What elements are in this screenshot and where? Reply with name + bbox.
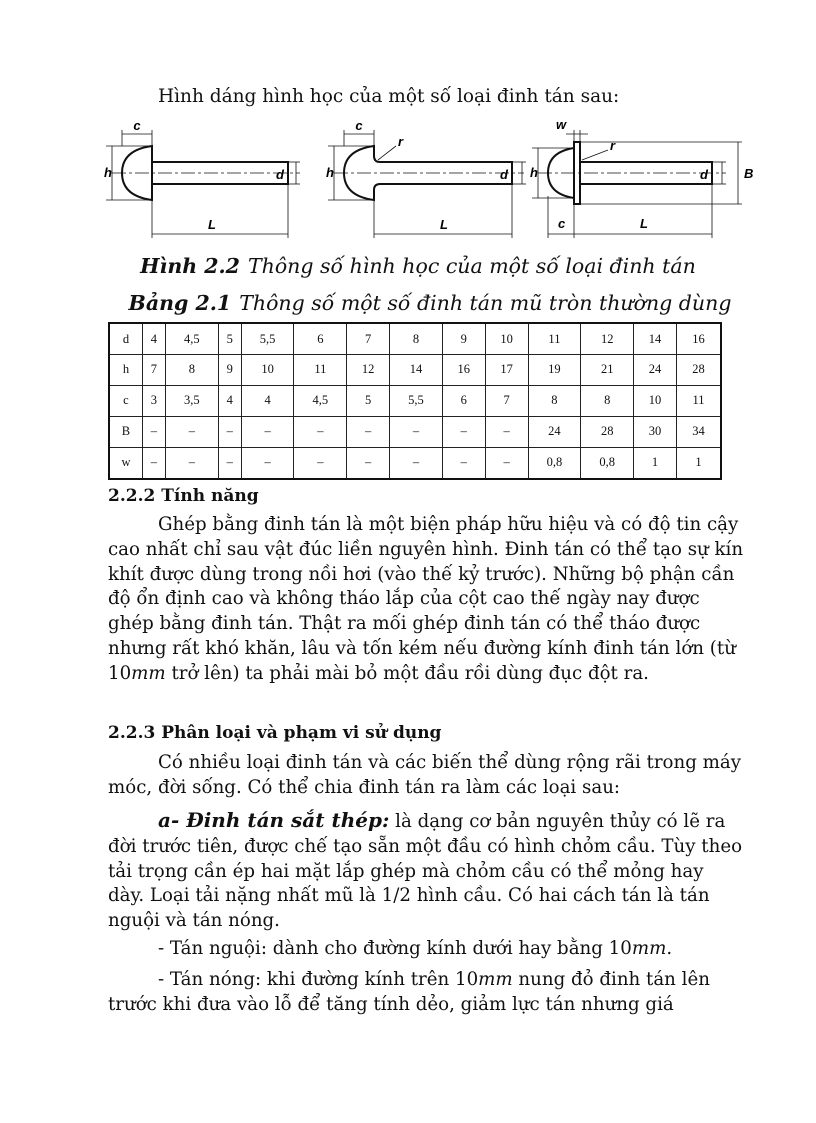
section-heading-2-2-3: 2.2.3 Phân loại và phạm vi sử dụng — [108, 723, 442, 743]
table-row — [109, 385, 721, 416]
table-cell: 9 — [442, 323, 485, 355]
table-cell: – — [485, 416, 528, 447]
paragraph-tan-nguoi: - Tán nguội: dành cho đường kính dưới hay bằng 10mm. — [158, 938, 673, 959]
table-cell: 16 — [676, 323, 721, 355]
table-cell: 4,5 — [165, 323, 218, 355]
intro-text: Hình dáng hình học của một số loại đinh tán sau: — [158, 86, 620, 107]
table-cell: – — [390, 447, 443, 479]
table-cell: 5,5 — [390, 385, 443, 416]
table-row — [109, 416, 721, 447]
label-L: L — [208, 217, 216, 232]
section-heading-2-2-2: 2.2.2 Tính năng — [108, 486, 259, 506]
label-c: c — [133, 118, 141, 133]
table-cell: 30 — [634, 416, 677, 447]
table-cell: 12 — [581, 323, 634, 355]
table-cell: 16 — [442, 355, 485, 386]
label-d: d — [700, 167, 708, 182]
table-cell: 21 — [581, 355, 634, 386]
table-cell: 10 — [485, 323, 528, 355]
label-h: h — [104, 165, 112, 180]
table-cell: – — [218, 447, 241, 479]
table-cell: 6 — [442, 385, 485, 416]
table-row — [109, 323, 721, 355]
table-caption — [22, 291, 816, 315]
label-c: c — [355, 118, 363, 133]
table-cell: – — [218, 416, 241, 447]
table-row-header-cell: B — [109, 416, 142, 447]
label-B: B — [744, 166, 754, 181]
table-cell: 28 — [581, 416, 634, 447]
table-cell: – — [294, 416, 347, 447]
table-cell: 11 — [294, 355, 347, 386]
label-L: L — [440, 217, 448, 232]
table-cell: 1 — [676, 447, 721, 479]
label-d: d — [276, 167, 284, 182]
label-r: r — [610, 138, 616, 153]
table-cell: – — [142, 416, 165, 447]
table-cell: – — [442, 416, 485, 447]
table-cell: – — [442, 447, 485, 479]
table-cell: 6 — [294, 323, 347, 355]
label-c: c — [558, 216, 566, 231]
table-cell: 19 — [528, 355, 581, 386]
table-cell: 7 — [347, 323, 390, 355]
paragraph-phan-loai: Có nhiều loại đinh tán và các biến thể dùng rộng rãi trong máy móc, đời sống. Có thể chia đinh tán ra làm các loại sau: — [108, 752, 741, 798]
table-cell: – — [347, 416, 390, 447]
label-L: L — [640, 216, 648, 231]
table-cell: 28 — [676, 355, 721, 386]
table-cell: 34 — [676, 416, 721, 447]
table-row-header-cell: c — [109, 385, 142, 416]
table-cell: 24 — [528, 416, 581, 447]
label-w: w — [556, 117, 567, 132]
table-caption-text: Thông số một số đinh tán mũ tròn thường dùng — [239, 291, 732, 315]
paragraph-tinh-nang: Ghép bằng đinh tán là một biện pháp hữu hiệu và có độ tin cậy cao nhất chỉ sau vật đúc liền nguyên hình. Đinh tán có thể tạo sự kín khít được dùng trong nồi hơi (vào thế kỷ trước). Những bộ phận cần độ ổn định cao và không tháo lắp của cột cao thế ngày nay được ghép bằng đinh tán. Thật ra mối ghép đinh tán có thể tháo được nhưng rất khó khăn, lâu và tốn kém nếu đường kính đinh tán lớn (từ 10mm trở lên) ta phải mài bỏ một đầu rồi dùng đục đột ra. — [108, 514, 744, 684]
table-cell: 12 — [347, 355, 390, 386]
table-row — [109, 447, 721, 479]
table-row — [109, 355, 721, 386]
table-cell: – — [390, 416, 443, 447]
table-cell: 5,5 — [241, 323, 294, 355]
table-cell: 8 — [390, 323, 443, 355]
table-cell: 8 — [581, 385, 634, 416]
table-cell: – — [347, 447, 390, 479]
table-cell: 0,8 — [528, 447, 581, 479]
table-cell: 9 — [218, 355, 241, 386]
table-cell: – — [165, 416, 218, 447]
figure-caption-text: Thông số hình học của một số loại đinh tán — [247, 254, 696, 278]
table-cell: 8 — [528, 385, 581, 416]
table-cell: – — [294, 447, 347, 479]
table-cell: – — [241, 416, 294, 447]
table-cell: 7 — [142, 355, 165, 386]
table-cell: 8 — [165, 355, 218, 386]
table-cell: 10 — [241, 355, 294, 386]
table-cell: – — [165, 447, 218, 479]
table-cell: 4,5 — [294, 385, 347, 416]
table-cell: 10 — [634, 385, 677, 416]
table-cell: 4 — [241, 385, 294, 416]
table-cell: 3,5 — [165, 385, 218, 416]
figure-caption-label: Hình 2.2 — [140, 254, 240, 278]
label-r: r — [398, 134, 404, 149]
table-cell: 4 — [142, 323, 165, 355]
table-cell: 1 — [634, 447, 677, 479]
table-cell: 11 — [528, 323, 581, 355]
rivet-spec-table — [108, 322, 722, 480]
table-cell: 17 — [485, 355, 528, 386]
table-cell: 24 — [634, 355, 677, 386]
label-h: h — [326, 165, 334, 180]
table-cell: 5 — [347, 385, 390, 416]
table-cell: 3 — [142, 385, 165, 416]
paragraph-tan-nong: - Tán nóng: khi đường kính trên 10mm nung đỏ đinh tán lên trước khi đưa vào lỗ để tăng tính dẻo, giảm lực tán nhưng giá — [108, 969, 710, 1015]
table-row-header-cell: d — [109, 323, 142, 355]
table-cell: 4 — [218, 385, 241, 416]
table-cell: 14 — [390, 355, 443, 386]
table-cell: 5 — [218, 323, 241, 355]
rivet-figures — [100, 116, 760, 246]
table-cell: 14 — [634, 323, 677, 355]
table-row-header-cell: w — [109, 447, 142, 479]
rivet-diagram-1 — [100, 116, 310, 244]
rivet-diagram-2 — [322, 116, 532, 244]
rivet-diagram-3 — [530, 116, 760, 244]
table-row-header-cell: h — [109, 355, 142, 386]
table-caption-label: Bảng 2.1 — [128, 291, 232, 315]
table-cell: 7 — [485, 385, 528, 416]
figure-caption — [10, 254, 816, 278]
table-cell: 11 — [676, 385, 721, 416]
table-cell: 0,8 — [581, 447, 634, 479]
label-h: h — [530, 165, 538, 180]
table-cell: – — [142, 447, 165, 479]
table-cell: – — [241, 447, 294, 479]
paragraph-dinh-tan-sat-thep: a- Đinh tán sắt thép: là dạng cơ bản nguyên thủy có lẽ ra đời trước tiên, được chế tạo sẵn một đầu có hình chỏm cầu. Tùy theo tải trọng cần ép hai mặt lắp ghép mà chỏm cầu có thể mỏng hay dày. Loại tải nặng nhất mũ là 1/2 hình cầu. Có hai cách tán là tán nguội và tán nóng. — [108, 808, 743, 932]
table-cell: – — [485, 447, 528, 479]
label-d: d — [500, 167, 508, 182]
